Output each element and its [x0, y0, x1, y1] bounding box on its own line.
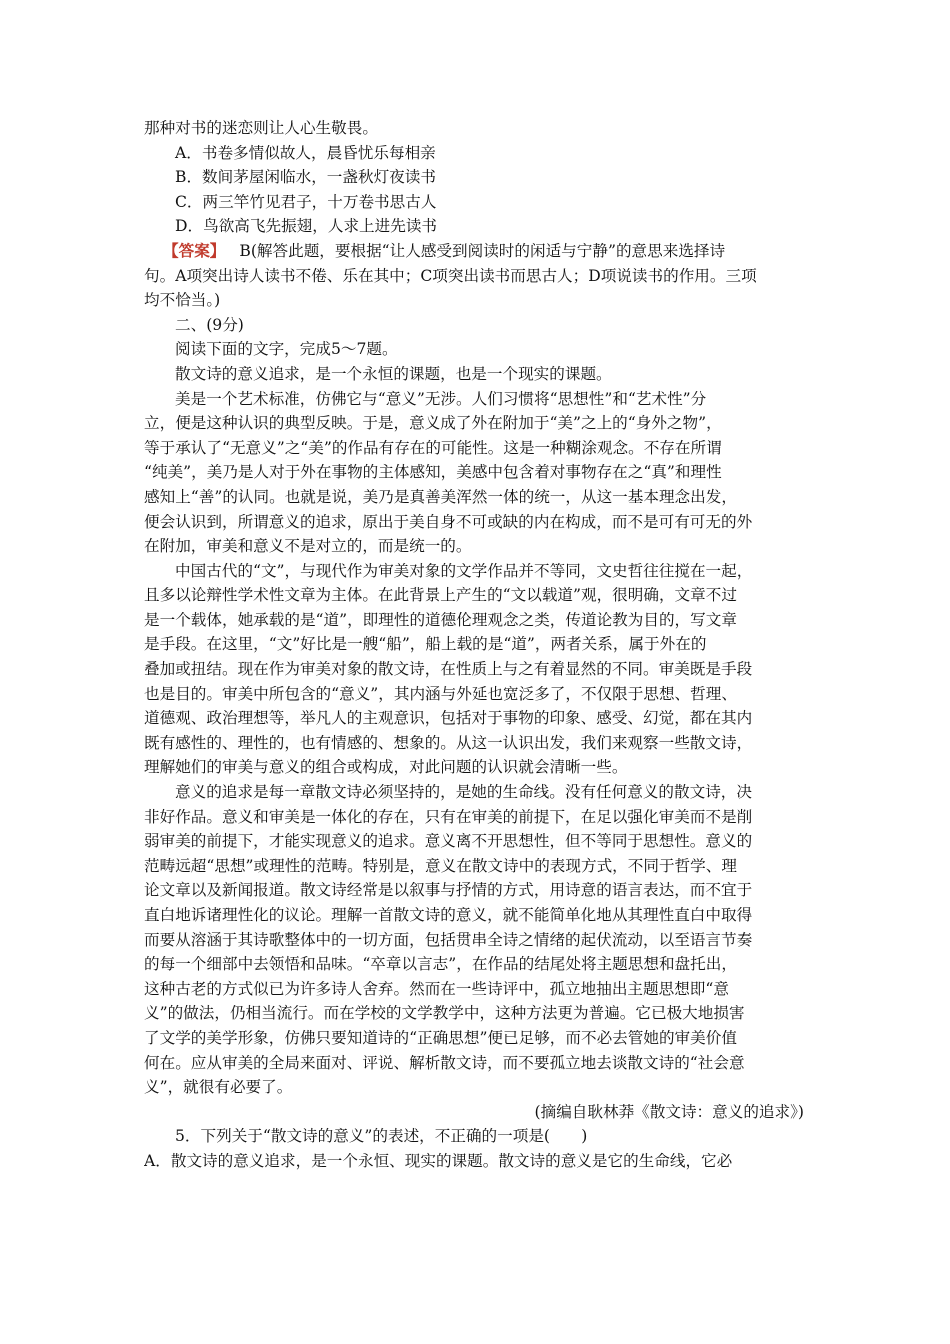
article-line: 理解她们的审美与意义的组合或构成，对此问题的认识就会清晰一些。 [144, 758, 628, 777]
section-heading: 二、(9分) [175, 315, 244, 334]
article-line: 在附加，审美和意义不是对立的，而是统一的。 [144, 537, 472, 556]
intro-text: 那种对书的迷恋则让人心生敬畏。 [144, 119, 378, 137]
article-body [144, 362, 808, 1100]
answer-line [144, 239, 808, 264]
article-line: 义”的做法，仍相当流行。而在学校的文学教学中，这种方法更为普遍。它已极大地损害 [144, 1004, 745, 1023]
article-line: 且多以论辩性学术性文章为主体。在此背景上产生的“文以载道”观，很明确，文章不过 [144, 586, 737, 605]
article-line: 散文诗的意义追求，是一个永恒的课题，也是一个现实的课题。 [175, 364, 612, 383]
article-paragraph [144, 362, 808, 387]
option-a: A．书卷多情似故人，晨昏忧乐每相亲 [175, 143, 436, 162]
article-line: 是一个载体，她承载的是“道”，即理性的道德伦理观念之类，传道论教为目的，写文章 [144, 610, 737, 629]
article-line: 既有感性的、理性的，也有情感的、想象的。从这一认识出发，我们来观察一些散文诗， [144, 733, 753, 752]
article-line: 意义的追求是每一章散文诗必须坚持的，是她的生命线。没有任何意义的散文诗，决 [175, 783, 752, 802]
article-line: 这种古老的方式似已为许多诗人舍弃。然而在一些诗评中，孤立地抽出主题思想即“意 [144, 979, 729, 998]
article-line: 了文学的美学形象，仿佛只要知道诗的“正确思想”便已足够，而不必去管她的审美价值 [144, 1028, 737, 1047]
article-line: 何在。应从审美的全局来面对、评说、解析散文诗，而不要孤立地去谈散文诗的“社会意 [144, 1053, 745, 1072]
article-line: 是手段。在这里，“文”好比是一艘“船”，船上载的是“道”，两者关系，属于外在的 [144, 635, 707, 654]
article-line: 立，便是这种认识的典型反映。于是，意义成了外在附加于“美”之上的“身外之物”， [144, 414, 722, 433]
answer-text: B(解答此题，要根据“让人感受到阅读时的闲适与宁静”的意思来选择诗 [239, 241, 726, 260]
question-5-stem: 5．下列关于“散文诗的意义”的表述，不正确的一项是( ) [175, 1127, 588, 1146]
article-line: 义”，就很有必要了。 [144, 1078, 293, 1097]
article-line: 感知上“善”的认同。也就是说，美乃是真善美浑然一体的统一，从这一基本理念出发， [144, 487, 737, 506]
document-page [144, 116, 808, 1174]
article-line: 也是目的。审美中所包含的“意义”，其内涵与外延也宽泛多了，不仅限于思想、哲理、 [144, 684, 737, 703]
article-line: 直白地诉诸理性化的议论。理解一首散文诗的意义，就不能简单化地从其理性直白中取得 [144, 906, 753, 924]
article-line: 范畴远超“思想”或理性的范畴。特别是，意义在散文诗中的表现方式，不同于哲学、理 [144, 856, 737, 875]
article-line: 美是一个艺术标准，仿佛它与“意义”无涉。人们习惯将“思想性”和“艺术性”分 [175, 389, 707, 408]
article-paragraph [144, 387, 808, 559]
article-line: 中国古代的“文”，与现代作为审美对象的文学作品并不等同，文史哲往往搅在一起， [175, 561, 753, 580]
article-line: “纯美”，美乃是人对于外在事物的主体感知，美感中包含着对事物存在之“真”和理性 [144, 463, 722, 482]
option-d: D．鸟欲高飞先振翅，人求上进先读书 [175, 217, 438, 236]
question-4-options [144, 141, 808, 239]
article-line: 等于承认了“无意义”之“美”的作品有存在的可能性。这是一种糊涂观念。不存在所谓 [144, 438, 722, 457]
article-line: 弱审美的前提下，才能实现意义的追求。意义离不开思想性，但不等同于思想性。意义的 [144, 832, 753, 851]
answer-block [144, 239, 808, 313]
question-5-option-a: A．散文诗的意义追求，是一个永恒、现实的课题。散文诗的意义是它的生命线，它必 [144, 1151, 733, 1170]
article-line: 道德观、政治理想等，举凡人的主观意识，包括对于事物的印象、感受、幻觉，都在其内 [144, 709, 753, 728]
answer-line: 均不恰当。) [144, 291, 221, 310]
article-line: 非好作品。意义和审美是一体化的存在，只有在审美的前提下，在足以强化审美而不是削 [144, 807, 753, 826]
option-c: C．两三竿竹见君子，十万卷书思古人 [175, 192, 437, 211]
article-line: 的每一个细部中去领悟和品味。“卒章以言志”，在作品的结尾处将主题思想和盘托出， [144, 955, 737, 974]
article-paragraph [144, 559, 808, 780]
article-line: 论文章以及新闻报道。散文诗经常是以叙事与抒情的方式，用诗意的语言表达，而不宜于 [144, 881, 753, 900]
reading-instruction: 阅读下面的文字，完成5～7题。 [175, 340, 398, 359]
article-line: 叠加或扭结。现在作为审美对象的散文诗，在性质上与之有着显然的不同。审美既是手段 [144, 660, 753, 679]
article-source: (摘编自耿林莽《散文诗：意义的追求》) [534, 1102, 804, 1121]
answer-tag: 【答案】 [163, 240, 226, 260]
article-line: 而要从溶涵于其诗歌整体中的一切方面，包括贯串全诗之情绪的起伏流动，以至语言节奏 [144, 930, 753, 949]
article-line: 便会认识到，所谓意义的追求，原出于美自身不可或缺的内在构成，而不是可有可无的外 [144, 512, 753, 531]
article-paragraph [144, 780, 808, 1100]
option-b: B．数间茅屋闲临水，一盏秋灯夜读书 [175, 168, 436, 187]
answer-line: 句。A项突出诗人读书不倦、乐在其中；C项突出读书而思古人；D项说读书的作用。三项 [144, 266, 757, 285]
